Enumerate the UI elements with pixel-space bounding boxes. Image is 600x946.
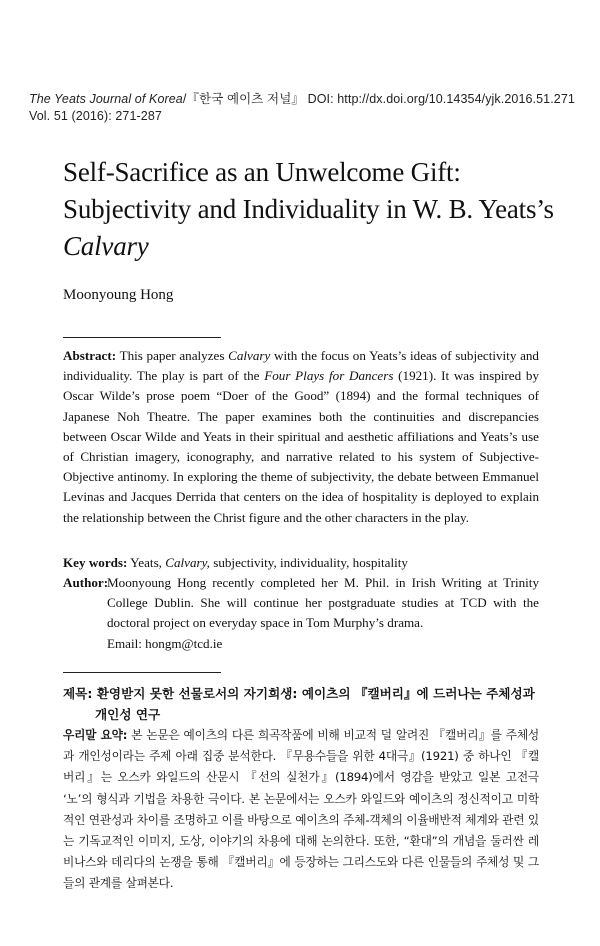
- keywords-text-2: subjectivity, individuality, hospitality: [209, 555, 408, 570]
- author-bio: [63, 573, 539, 654]
- author-email[interactable]: Email: hongm@tcd.ie: [107, 635, 223, 651]
- abstract-work-calvary: Calvary: [228, 348, 271, 363]
- keywords-text-1: Yeats,: [127, 555, 166, 570]
- title-line-2: Subjectivity and Individuality in W. B. Yeats’s: [63, 194, 554, 224]
- korean-title: [63, 684, 539, 725]
- journal-korean-name: /『한국 예이츠 저널』: [182, 92, 305, 106]
- abstract-text-2: with the focus on Yeats’s ideas of subjectivity and individuality. The play is part of the: [63, 348, 539, 384]
- title-line-3: Calvary: [63, 231, 149, 261]
- keywords: [63, 553, 539, 573]
- korean-summary-text: 본 논문은 예이츠의 다른 희곡작품에 비해 비교적 덜 알려진 『캘버리』를 주체성과 개인성이라는 주제 아래 집중 분석한다. 『무용수들을 위한 4대극』(1921) 중 하나인 『캘버리』는 오스카 와일드의 산문시 『선의 실천가』(1894)에서 영감을 받았고 일본 고전극 ‘노’의 형식과 기법을 차용한 극이다. 본 논문에서는 오스카 와일드와 예이츠의 정신적이고 미학적인 연관성과 차이를 조명하고 이를 바탕으로 예이츠의 주체-객체의 이율배반적 체계와 관련 있는 기독교적인 이미지, 도상, 이야기의 차용에 대해 논의한다. 또한, “환대”의 개념을 둘러싼 레비나스와 데리다의 논쟁을 통해 『캘버리』에 등장하는 그리스도와 다른 인물들의 주체성 및 그들의 관계를 살펴본다.: [63, 728, 540, 891]
- korean-summary: [63, 725, 539, 895]
- journal-citation-line: [29, 91, 589, 108]
- abstract-text-3: (1921). It was inspired by Oscar Wilde’s prose poem “Doer of the Good” (1894) and the formal techniques of Japanese Noh Theatre. The paper examines both the continuities and discrepancies between Oscar Wilde and Yeats in their spiritual and aesthetic affiliations and Yeats’s use of Christian imagery, iconography, and narrative related to his system of Subjective-Objective antinomy. In exploring the theme of subjectivity, the debate between Emmanuel Levinas and Jacques Derrida that centers on the idea of hospitality is deployed to explain the relationship between the Christ figure and the other characters in the play.: [63, 368, 539, 525]
- author-name: Moonyoung Hong: [63, 287, 174, 303]
- author-bio-label: Author:: [63, 575, 109, 590]
- author-bio-text: Moonyoung Hong recently completed her M. Phil. in Irish Writing at Trinity College Dublin. She will continue her postgraduate studies at TCD with the doctoral project on everyday space in Tom Murphy’s drama.: [107, 575, 539, 631]
- paper-title: [63, 154, 583, 265]
- korean-title-label: 제목:: [63, 686, 93, 701]
- korean-title-line-2: 개인성 연구: [95, 706, 161, 722]
- abstract: [63, 346, 539, 528]
- journal-name: The Yeats Journal of Korea: [29, 92, 183, 106]
- keywords-work: Calvary,: [165, 555, 210, 570]
- title-line-1: Self-Sacrifice as an Unwelcome Gift:: [63, 157, 461, 187]
- volume-info: Vol. 51 (2016): 271-287: [29, 109, 162, 123]
- abstract-work-four-plays: Four Plays for Dancers: [264, 368, 394, 384]
- divider-top: [63, 337, 221, 338]
- doi-link[interactable]: DOI: http://dx.doi.org/10.14354/yjk.2016.51.271: [304, 92, 575, 106]
- divider-bottom: [63, 672, 221, 673]
- journal-header: [29, 91, 589, 125]
- korean-title-line-1: 환영받지 못한 선물로서의 자기희생: 예이츠의 『캘버리』에 드러나는 주체성과: [92, 686, 535, 701]
- abstract-text-1: This paper analyzes: [116, 348, 229, 363]
- keywords-label: Key words:: [63, 555, 128, 570]
- korean-summary-label: 우리말 요약:: [63, 728, 128, 742]
- abstract-label: Abstract:: [63, 348, 117, 363]
